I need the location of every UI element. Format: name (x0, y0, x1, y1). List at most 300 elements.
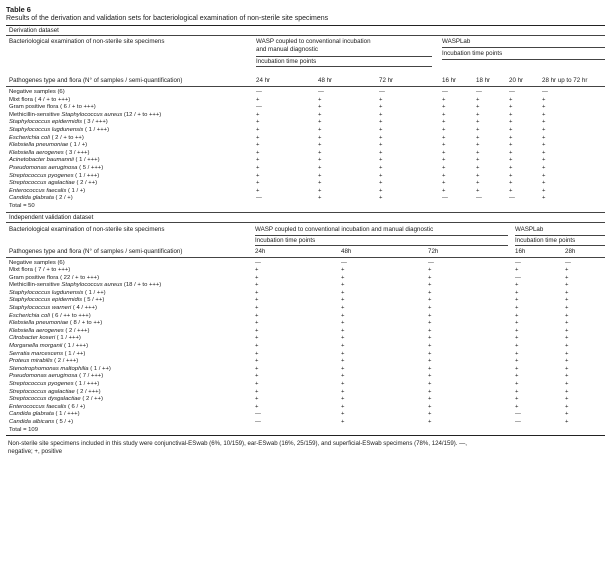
result-cell: + (341, 388, 345, 395)
result-cell: + (428, 297, 432, 304)
result-cell: + (428, 320, 432, 327)
result-cell: + (255, 358, 259, 365)
result-cell: + (379, 119, 383, 126)
table-row (6, 351, 605, 359)
result-cell: + (341, 365, 345, 372)
pathogen-label: Staphylococcus epidermidis ( 5 / ++) (9, 297, 105, 304)
result-cell: + (428, 274, 432, 281)
pathogen-label: Klebsiella aerogenes ( 2 / +++) (9, 327, 90, 334)
pathogen-label: Mixt flora ( 4 / + to +++) (9, 96, 71, 103)
result-cell: + (428, 327, 432, 334)
result-cell: + (476, 126, 480, 133)
result-cell: — (565, 259, 571, 266)
result-cell: + (318, 104, 322, 111)
result-cell: + (515, 343, 519, 350)
result-cell: — (255, 259, 261, 266)
result-cell: + (515, 320, 519, 327)
pathogen-label: Stenotrophomonas maltophilia ( 1 / ++) (9, 365, 111, 372)
result-cell: + (542, 195, 546, 202)
table-row (6, 297, 605, 305)
result-cell: + (256, 157, 260, 164)
result-cell: + (509, 157, 513, 164)
table-row (6, 89, 605, 97)
result-cell: + (515, 358, 519, 365)
result-cell: + (515, 305, 519, 312)
table-row (6, 411, 605, 419)
derivation-group-wasp-line1: WASP coupled to conventional incubation (256, 38, 371, 45)
result-cell: + (515, 388, 519, 395)
result-cell: + (256, 111, 260, 118)
result-cell: + (515, 373, 519, 380)
time-header: 72 hr (379, 77, 394, 84)
result-cell: + (476, 142, 480, 149)
rule (442, 47, 605, 48)
result-cell: + (565, 274, 569, 281)
result-cell: + (542, 157, 546, 164)
time-header: 20 hr (509, 77, 524, 84)
result-cell: + (256, 126, 260, 133)
result-cell: + (428, 373, 432, 380)
pathogen-label: Staphylococcus epidermidis ( 3 / +++) (9, 119, 108, 126)
result-cell: + (509, 126, 513, 133)
pathogen-label: Streptococcus pyogenes ( 1 / +++) (9, 381, 100, 387)
result-cell: + (255, 335, 259, 342)
result-cell: — (515, 259, 521, 266)
result-cell: + (379, 149, 383, 156)
result-cell: + (515, 327, 519, 334)
validation-column-headers (6, 247, 605, 257)
time-header: 16h (515, 247, 526, 255)
pathogen-label: Proteus mirabilis ( 2 / +++) (9, 358, 79, 365)
result-cell: + (341, 305, 345, 312)
result-cell: + (565, 289, 569, 296)
rule (515, 235, 605, 236)
derivation-group-wasp-line2: and manual diagnostic (256, 46, 318, 53)
pathogen-label: Escherichia coli ( 6 / ++ to +++) (9, 312, 91, 319)
result-cell: + (318, 111, 322, 118)
table-row (6, 157, 605, 165)
result-cell: + (341, 373, 345, 380)
result-cell: + (565, 327, 569, 334)
table-row (6, 97, 605, 105)
result-cell: + (565, 267, 569, 274)
result-cell: + (256, 180, 260, 187)
derivation-total: Total = 50 (9, 202, 35, 209)
table-row (6, 112, 605, 120)
result-cell: + (341, 350, 345, 357)
result-cell: + (256, 149, 260, 156)
result-cell: + (255, 274, 259, 281)
result-cell: + (476, 164, 480, 171)
rule (256, 56, 432, 57)
result-cell: + (565, 343, 569, 350)
result-cell: — (442, 89, 448, 95)
result-cell: + (509, 134, 513, 141)
result-cell: + (565, 350, 569, 357)
table-row (6, 335, 605, 343)
result-cell: + (442, 119, 446, 126)
result-cell: + (542, 164, 546, 171)
result-cell: + (509, 180, 513, 187)
derivation-header (6, 36, 605, 76)
table-row (6, 389, 605, 397)
result-cell: + (341, 381, 345, 387)
result-cell: + (542, 119, 546, 126)
result-cell: + (379, 126, 383, 133)
derivation-incubation-label-1: Incubation time points (256, 58, 317, 65)
table-row (6, 290, 605, 298)
table-row (6, 165, 605, 173)
table-row (6, 381, 605, 389)
result-cell: + (318, 96, 322, 103)
result-cell: + (542, 142, 546, 149)
derivation-incubation-label-2: Incubation time points (442, 50, 503, 57)
result-cell: + (515, 403, 519, 410)
pathogen-label: Streptococcus agalactiae ( 2 / +++) (9, 388, 101, 395)
result-cell: + (509, 111, 513, 118)
result-cell: + (542, 180, 546, 187)
pathogen-label: Serratia marcescens ( 1 / ++) (9, 350, 86, 357)
table-caption: Results of the derivation and validation sets for bacteriological examination of non-sterile site specimens (6, 15, 329, 22)
pathogen-label: Pseudomonas aeruginosa ( 5 / +++) (9, 164, 104, 171)
result-cell: + (565, 418, 569, 425)
result-cell: + (341, 343, 345, 350)
result-cell: + (318, 195, 322, 202)
time-header: 28 hr up to 72 hr (542, 77, 588, 84)
result-cell: + (542, 111, 546, 118)
result-cell: — (442, 195, 448, 202)
result-cell: + (515, 335, 519, 342)
result-cell: — (428, 259, 434, 266)
validation-total: Total = 109 (9, 426, 38, 433)
validation-incubation-label-2: Incubation time points (515, 236, 576, 244)
result-cell: + (379, 164, 383, 171)
rule (515, 245, 605, 246)
result-cell: + (442, 111, 446, 118)
derivation-section-title: Derivation dataset (9, 27, 59, 34)
result-cell: + (341, 418, 345, 425)
result-cell: + (515, 267, 519, 274)
result-cell: + (565, 282, 569, 289)
result-cell: + (515, 381, 519, 387)
pathogen-label: Candida glabrata ( 1 / +++) (9, 411, 80, 418)
pathogen-label: Enterococcus faecalis ( 1 / +) (9, 187, 86, 194)
result-cell: + (428, 396, 432, 403)
pathogen-label: Pseudomonas aeruginosa ( 7 / +++) (9, 373, 104, 380)
table-row (6, 135, 605, 143)
table-row (6, 119, 605, 127)
result-cell: + (255, 289, 259, 296)
result-cell: + (515, 312, 519, 319)
result-cell: + (341, 297, 345, 304)
result-cell: + (379, 96, 383, 103)
time-header: 24h (255, 247, 266, 255)
result-cell: + (542, 126, 546, 133)
result-cell: + (428, 358, 432, 365)
result-cell: + (379, 111, 383, 118)
result-cell: + (476, 134, 480, 141)
validation-header (6, 223, 605, 245)
result-cell: + (318, 119, 322, 126)
table-6 (6, 5, 605, 456)
result-cell: + (255, 282, 259, 289)
validation-group-wasp: WASP coupled to conventional incubation and manual diagnostic (255, 225, 434, 233)
result-cell: + (256, 142, 260, 149)
pathogen-label: Negative samples (6) (9, 89, 65, 95)
result-cell: + (428, 282, 432, 289)
table-row (6, 282, 605, 290)
pathogen-label: Enterococcus faecalis ( 6 / +) (9, 403, 86, 410)
result-cell: + (341, 320, 345, 327)
result-cell: + (341, 312, 345, 319)
result-cell: + (476, 111, 480, 118)
validation-group-wasplab: WASPLab (515, 225, 544, 233)
derivation-column-headers (6, 76, 605, 86)
result-cell: + (341, 267, 345, 274)
result-cell: + (542, 172, 546, 179)
result-cell: — (476, 89, 482, 95)
result-cell: + (255, 365, 259, 372)
pathogen-label: Gram positive flora ( 6 / + to +++) (9, 104, 96, 111)
result-cell: + (379, 142, 383, 149)
table-row (6, 404, 605, 412)
validation-column-label: Pathogenes type and flora (N° of samples / semi-quantification) (9, 247, 183, 255)
result-cell: — (515, 274, 521, 281)
result-cell: + (442, 164, 446, 171)
result-cell: + (255, 381, 259, 387)
pathogen-label: Staphylococcus lugdunensis ( 1 / ++) (9, 289, 106, 296)
result-cell: + (379, 134, 383, 141)
result-cell: — (509, 89, 515, 95)
result-cell: + (318, 126, 322, 133)
result-cell: + (542, 104, 546, 111)
result-cell: + (256, 172, 260, 179)
result-cell: + (565, 305, 569, 312)
result-cell: + (318, 134, 322, 141)
result-cell: + (256, 134, 260, 141)
result-cell: + (428, 312, 432, 319)
rule (442, 59, 605, 60)
time-header: 48h (341, 247, 352, 255)
result-cell: + (476, 149, 480, 156)
result-cell: + (428, 350, 432, 357)
result-cell: — (255, 411, 261, 418)
result-cell: + (476, 187, 480, 194)
table-footnote: Non-sterile site specimens included in this study were conjunctival-ESwab (6%, 10/159), ear-ESwab (16%, 25/159), and superficial-ESwab specimens (78%, 124/159). —, negative; +, positive (8, 440, 467, 456)
pathogen-label: Klebsiella pneumoniae ( 1 / +) (9, 142, 88, 149)
table-row (6, 260, 605, 268)
table-row (6, 419, 605, 427)
result-cell: + (515, 365, 519, 372)
derivation-body (6, 87, 605, 203)
result-cell: + (379, 180, 383, 187)
result-cell: + (476, 96, 480, 103)
result-cell: + (318, 142, 322, 149)
result-cell: + (442, 104, 446, 111)
pathogen-label: Methicillin-sensitive Staphylococcus aureus (12 / + to +++) (9, 111, 162, 118)
result-cell: + (255, 312, 259, 319)
result-cell: + (509, 119, 513, 126)
result-cell: + (509, 142, 513, 149)
result-cell: + (379, 187, 383, 194)
result-cell: + (565, 388, 569, 395)
table-row (6, 313, 605, 321)
result-cell: — (509, 195, 515, 202)
result-cell: + (565, 365, 569, 372)
result-cell: + (509, 149, 513, 156)
time-header: 48 hr (318, 77, 333, 84)
derivation-column-label: Pathogenes type and flora (N° of samples / semi-quantification) (9, 77, 183, 84)
result-cell: + (509, 96, 513, 103)
result-cell: + (318, 157, 322, 164)
result-cell: + (428, 418, 432, 425)
result-cell: — (542, 89, 548, 95)
table-row (6, 305, 605, 313)
result-cell: + (341, 411, 345, 418)
table-row (6, 127, 605, 135)
pathogen-label: Escherichia coli ( 2 / + to ++) (9, 134, 84, 141)
result-cell: + (428, 388, 432, 395)
rule (6, 435, 605, 436)
result-cell: + (442, 126, 446, 133)
rule (255, 245, 508, 246)
pathogen-label: Negative samples (6) (9, 259, 65, 266)
result-cell: — (256, 195, 262, 202)
result-cell: — (341, 259, 347, 266)
result-cell: + (442, 149, 446, 156)
result-cell: + (255, 297, 259, 304)
result-cell: + (379, 172, 383, 179)
time-header: 18 hr (476, 77, 491, 84)
result-cell: + (428, 403, 432, 410)
table-row (6, 373, 605, 381)
result-cell: + (476, 180, 480, 187)
result-cell: + (341, 282, 345, 289)
result-cell: + (565, 403, 569, 410)
result-cell: + (341, 274, 345, 281)
result-cell: + (515, 289, 519, 296)
result-cell: + (542, 149, 546, 156)
result-cell: + (509, 172, 513, 179)
pathogen-label: Methicillin-sensitive Staphylococcus aureus (18 / + to +++) (9, 282, 162, 289)
result-cell: + (442, 180, 446, 187)
result-cell: + (318, 164, 322, 171)
result-cell: + (565, 381, 569, 387)
result-cell: + (565, 358, 569, 365)
pathogen-label: Acinetobacter baumannii ( 1 / +++) (9, 157, 100, 164)
pathogen-label: Mixt flora ( 7 / + to +++) (9, 267, 71, 274)
pathogen-label: Candida glabrata ( 2 / +) (9, 195, 73, 202)
result-cell: + (341, 327, 345, 334)
result-cell: + (565, 411, 569, 418)
result-cell: — (256, 89, 262, 95)
result-cell: + (476, 104, 480, 111)
result-cell: + (509, 104, 513, 111)
time-header: 24 hr (256, 77, 271, 84)
pathogen-label: Staphylococcus lugdunensis ( 1 / +++) (9, 126, 110, 133)
result-cell: + (442, 142, 446, 149)
result-cell: + (476, 119, 480, 126)
result-cell: + (341, 358, 345, 365)
result-cell: + (515, 350, 519, 357)
table-row (6, 173, 605, 181)
validation-section-title: Independent validation dataset (9, 213, 94, 221)
pathogen-label: Streptococcus dysgalactiae ( 2 / ++) (9, 396, 103, 403)
pathogen-label: Candida albicans ( 5 / +) (9, 418, 74, 425)
table-row (6, 366, 605, 374)
result-cell: + (442, 96, 446, 103)
table-row (6, 396, 605, 404)
table-row (6, 188, 605, 196)
result-cell: + (341, 289, 345, 296)
result-cell: + (255, 343, 259, 350)
table-row (6, 180, 605, 188)
pathogen-label: Streptococcus agalactiae ( 2 / ++) (9, 180, 98, 187)
result-cell: + (565, 396, 569, 403)
rule (255, 235, 508, 236)
result-cell: + (256, 119, 260, 126)
result-cell: + (341, 335, 345, 342)
result-cell: + (318, 149, 322, 156)
pathogen-label: Morganella morganii ( 1 / +++) (9, 343, 89, 350)
result-cell: + (318, 180, 322, 187)
result-cell: + (428, 335, 432, 342)
table-row (6, 358, 605, 366)
result-cell: + (428, 365, 432, 372)
result-cell: + (442, 172, 446, 179)
result-cell: + (442, 157, 446, 164)
result-cell: + (318, 172, 322, 179)
table-row (6, 142, 605, 150)
pathogen-label: Klebsiella pneumoniae ( 8 / + to ++) (9, 320, 103, 327)
result-cell: + (428, 343, 432, 350)
table-number: Table 6 (6, 5, 31, 14)
result-cell: + (428, 289, 432, 296)
result-cell: + (476, 157, 480, 164)
result-cell: — (255, 418, 261, 425)
result-cell: — (515, 418, 521, 425)
result-cell: + (565, 297, 569, 304)
result-cell: — (515, 411, 521, 418)
result-cell: + (318, 187, 322, 194)
result-cell: — (318, 89, 324, 95)
result-cell: + (565, 320, 569, 327)
derivation-header-left: Bacteriological examination of non-sterile site specimens (9, 38, 165, 45)
result-cell: + (379, 157, 383, 164)
pathogen-label: Gram positive flora ( 22 / + to +++) (9, 274, 100, 281)
result-cell: + (565, 373, 569, 380)
result-cell: + (256, 164, 260, 171)
table-row (6, 267, 605, 275)
pathogen-label: Staphylococcus warneri ( 4 / +++) (9, 305, 97, 312)
derivation-group-wasplab: WASPLab (442, 38, 471, 45)
result-cell: + (341, 403, 345, 410)
table-row (6, 195, 605, 203)
result-cell: — (256, 104, 262, 111)
validation-header-left: Bacteriological examination of non-sterile site specimens (9, 225, 165, 233)
result-cell: + (542, 96, 546, 103)
table-row (6, 104, 605, 112)
validation-body (6, 258, 605, 427)
result-cell: + (255, 327, 259, 334)
validation-incubation-label-1: Incubation time points (255, 236, 316, 244)
result-cell: + (255, 320, 259, 327)
result-cell: + (509, 164, 513, 171)
result-cell: + (255, 373, 259, 380)
result-cell: + (428, 381, 432, 387)
result-cell: + (515, 282, 519, 289)
time-header: 28h (565, 247, 576, 255)
